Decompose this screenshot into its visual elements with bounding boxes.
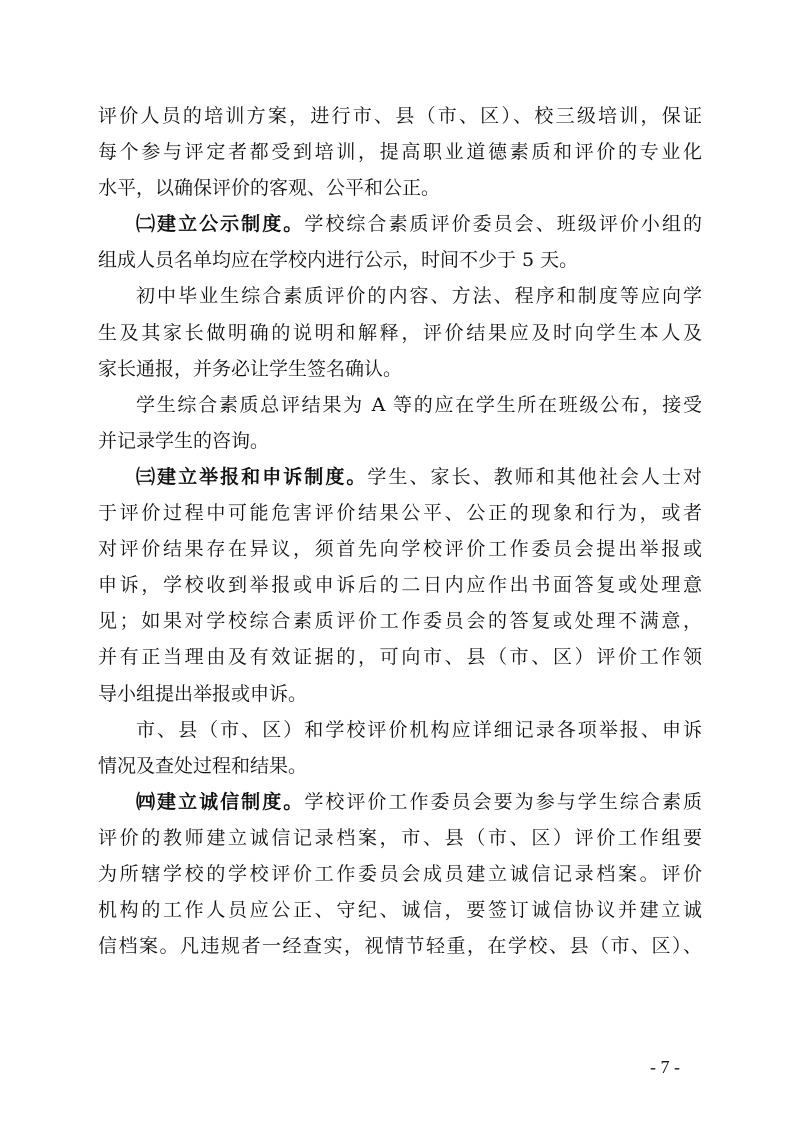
- line-text: 市、县（市、区）和学校评价机构应详细记录各项举报、申诉: [136, 718, 702, 741]
- line-text: 情况及查处过程和结果。: [98, 754, 308, 777]
- text-line: [98, 495, 702, 531]
- text-line: [98, 892, 702, 928]
- text-line: [98, 603, 702, 639]
- text-line: [98, 387, 702, 423]
- text-line: [98, 351, 702, 387]
- section-heading: ㈣建立诚信制度。: [136, 790, 305, 813]
- line-text: 见；如果对学校综合素质评价工作委员会的答复或处理不满意，: [98, 610, 702, 633]
- line-text: 学校综合素质评价委员会、班级评价小组的: [304, 213, 702, 236]
- text-line: [98, 242, 702, 278]
- text-line: [98, 856, 702, 892]
- text-line: [98, 459, 702, 495]
- line-text: 家长通报，并务必让学生签名确认。: [98, 357, 403, 380]
- text-line: [98, 748, 702, 784]
- line-text: 评价人员的培训方案，进行市、县（市、区）、校三级培训，保证: [98, 105, 702, 127]
- line-text: 机构的工作人员应公正、守纪、诚信，要签订诚信协议并建立诚: [98, 899, 702, 922]
- document-body: [98, 98, 702, 964]
- line-text: 评价的教师建立诚信记录档案，市、县（市、区）评价工作组要: [98, 826, 702, 849]
- text-line: [98, 315, 702, 351]
- line-text: 于评价过程中可能危害评价结果公平、公正的现象和行为，或者: [98, 502, 702, 525]
- page-number: - 7 -: [650, 1057, 680, 1077]
- line-text: 组成人员名单均应在学校内进行公示，时间不少于 5 天。: [98, 249, 579, 272]
- text-line: [98, 639, 702, 675]
- line-text: 申诉，学校收到举报或申诉后的二日内应作出书面答复或处理意: [98, 574, 702, 597]
- line-text: 对评价结果存在异议，须首先向学校评价工作委员会提出举报或: [98, 538, 702, 561]
- line-text: 学生、家长、教师和其他社会人士对: [367, 465, 702, 488]
- line-text: 信档案。凡违规者一经查实，视情节轻重，在学校、县（市、区）、: [98, 935, 702, 958]
- line-text: 水平，以确保评价的客观、公平和公正。: [98, 177, 441, 200]
- line-text: 学校评价工作委员会要为参与学生综合素质: [304, 790, 702, 813]
- line-text: 并记录学生的咨询。: [98, 429, 270, 452]
- line-text: 生及其家长做明确的说明和解释，评价结果应及时向学生本人及: [98, 321, 702, 344]
- text-line: [98, 134, 702, 170]
- text-line: [98, 784, 702, 820]
- text-line: [98, 820, 702, 856]
- text-line: [98, 531, 702, 567]
- text-line: [98, 278, 702, 314]
- section-heading: ㈡建立公示制度。: [136, 213, 305, 236]
- line-text: 每个参与评定者都受到培训，提高职业道德素质和评价的专业化: [98, 141, 702, 164]
- line-text: 并有正当理由及有效证据的，可向市、县（市、区）评价工作领: [98, 646, 702, 669]
- section-heading: ㈢建立举报和申诉制度。: [136, 465, 368, 488]
- line-text: 导小组提出举报或申诉。: [98, 682, 308, 705]
- text-line: [98, 567, 702, 603]
- text-line: [98, 712, 702, 748]
- text-line: [98, 423, 702, 459]
- text-line: [98, 928, 702, 964]
- line-text: 为所辖学校的学校评价工作委员会成员建立诚信记录档案。评价: [98, 862, 702, 885]
- text-line: [98, 676, 702, 712]
- text-line: [98, 170, 702, 206]
- line-text: 初中毕业生综合素质评价的内容、方法、程序和制度等应向学: [136, 285, 702, 308]
- text-line: [98, 206, 702, 242]
- line-text: 学生综合素质总评结果为 A 等的应在学生所在班级公布，接受: [136, 393, 702, 416]
- text-line: [98, 98, 702, 134]
